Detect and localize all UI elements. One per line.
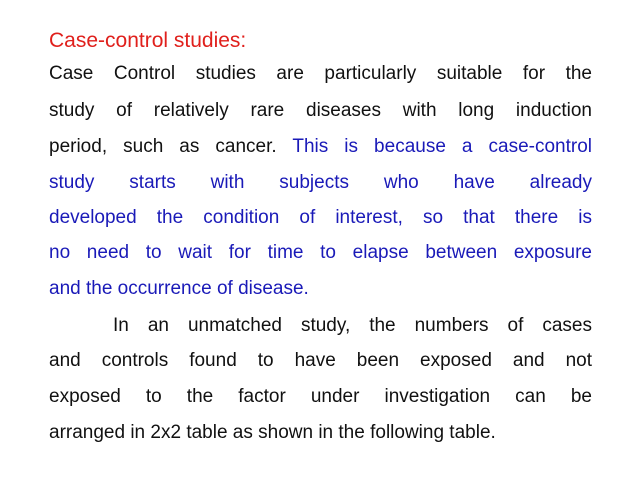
paragraph1-line5: developed the condition of interest, so that there is xyxy=(49,207,592,228)
paragraph1-line3 xyxy=(49,135,592,159)
paragraph2-line4: arranged in 2x2 table as shown in the following table. xyxy=(49,422,496,443)
paragraph1-line3-blue-text: This is because a case-control xyxy=(292,136,593,157)
paragraph1-line4: study starts with subjects who have already xyxy=(49,172,592,193)
paragraph1-line6: no need to wait for time to elapse between exposure xyxy=(49,242,592,263)
paragraph2-line1: In an unmatched study, the numbers of cases xyxy=(113,315,592,336)
slide-title: Case-control studies: xyxy=(49,29,247,52)
paragraph1-line1: Case Control studies are particularly suitable for the xyxy=(49,63,592,84)
paragraph1-line2: study of relatively rare diseases with long induction xyxy=(49,100,592,121)
paragraph1-line3-black-text: period, such as cancer. xyxy=(49,136,277,157)
paragraph2-line3: exposed to the factor under investigation can be xyxy=(49,386,592,407)
paragraph2-line2: and controls found to have been exposed and not xyxy=(49,350,592,371)
paragraph1-line7: and the occurrence of disease. xyxy=(49,278,309,299)
